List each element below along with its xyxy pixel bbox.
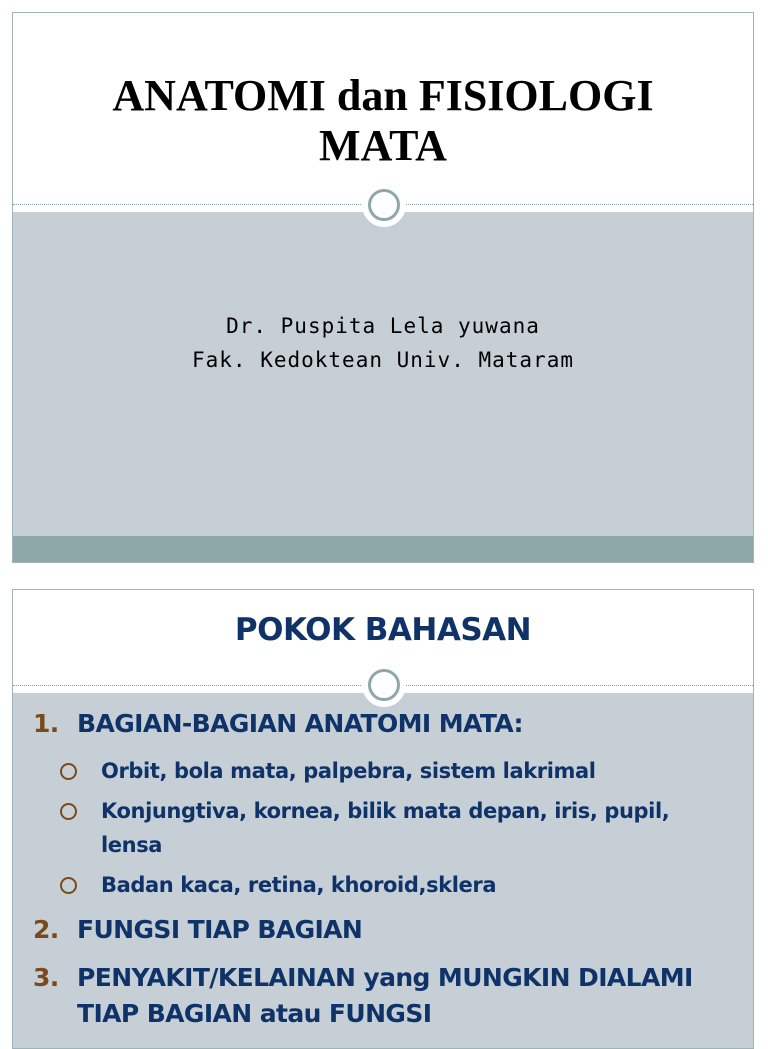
divider-ring-icon xyxy=(362,663,406,707)
slide-title: POKOK BAHASAN xyxy=(234,612,532,648)
bottom-accent-band xyxy=(13,536,753,562)
title-slide xyxy=(12,12,754,563)
subtopic-item xyxy=(33,794,733,862)
outline-slide xyxy=(12,589,754,1049)
circle-bullet-icon xyxy=(60,763,77,780)
topic-item xyxy=(33,912,733,948)
author-affiliation: Fak. Kedoktean Univ. Mataram xyxy=(191,348,574,372)
circle-bullet-icon xyxy=(60,877,77,894)
slide-title xyxy=(13,71,753,171)
subtopic-item xyxy=(33,754,733,788)
topic-label: FUNGSI TIAP BAGIAN xyxy=(77,915,363,944)
divider-ring-icon xyxy=(362,183,406,227)
slide-subtitle xyxy=(13,309,753,377)
topic-item xyxy=(33,706,733,742)
circle-bullet-icon xyxy=(60,803,77,820)
topic-label: PENYAKIT/KELAINAN yang MUNGKIN DIALAMI TIAP BAGIAN atau FUNGSI xyxy=(77,963,693,1028)
subtopic-item xyxy=(33,868,733,902)
author-name: Dr. Puspita Lela yuwana xyxy=(226,314,540,338)
title-line-2: MATA xyxy=(319,121,447,170)
topic-label: BAGIAN-BAGIAN ANATOMI MATA: xyxy=(77,709,523,738)
title-line-1: ANATOMI dan FISIOLOGI xyxy=(112,71,654,120)
slide-title-area xyxy=(13,13,753,205)
topic-number: 3. xyxy=(33,963,59,992)
subtopic-label: Orbit, bola mata, palpebra, sistem lakrimal xyxy=(101,759,596,783)
subtopic-label: Konjungtiva, kornea, bilik mata depan, iris, pupil, lensa xyxy=(101,799,670,857)
topic-number: 2. xyxy=(33,915,59,944)
subtopic-label: Badan kaca, retina, khoroid,sklera xyxy=(101,873,497,897)
topic-list xyxy=(33,706,733,1044)
topic-item xyxy=(33,960,733,1032)
topic-number: 1. xyxy=(33,709,59,738)
